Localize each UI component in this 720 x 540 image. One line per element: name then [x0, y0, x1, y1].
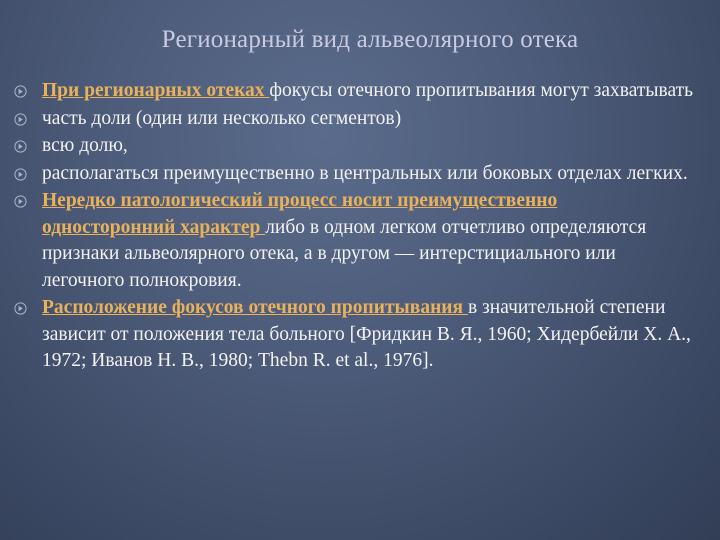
bullet-item — [14, 106, 694, 133]
bullet-item — [14, 188, 694, 294]
bullet-text: либо в одном легком отчетливо определяются признаки альвеолярного отека, а в другом — интерстициального или легочного полнокровия. — [42, 216, 647, 291]
slide-title: Регионарный вид альвеолярного отека — [161, 26, 579, 53]
bullet-highlight: Нередко патологический процесс носит преимущественно односторонний характер — [42, 190, 558, 238]
bullet-highlight: Расположение фокусов отечного пропитывания — [42, 297, 468, 318]
bullet-text: фокусы отечного пропитывания могут захватывать — [269, 80, 694, 101]
bullet-item — [14, 133, 694, 160]
hollow-circle-arrow-icon — [14, 168, 27, 181]
bullet-text: в значительной степени зависит от положения тела больного [Фридкин В. Я., 1960; Хидербейли X. А., 1972; Иванов Н. В., 1980; Thebn R. et al., 1976]. — [42, 297, 691, 371]
bullet-item — [14, 161, 694, 188]
bullet-highlight: При регионарных отеках — [42, 80, 270, 101]
bullet-item — [14, 295, 694, 375]
hollow-circle-arrow-icon — [14, 113, 27, 126]
hollow-circle-arrow-icon — [14, 140, 27, 153]
bullet-text: часть доли (один или несколько сегментов) — [42, 107, 402, 129]
hollow-circle-arrow-icon — [14, 85, 27, 98]
hollow-circle-arrow-icon — [14, 195, 27, 208]
bullet-item — [14, 78, 694, 105]
bullet-list — [14, 78, 694, 376]
bullet-text: всю долю, — [42, 135, 128, 156]
hollow-circle-arrow-icon — [14, 302, 27, 315]
bullet-text: располагаться преимущественно в центральных или боковых отделах легких. — [42, 162, 688, 184]
